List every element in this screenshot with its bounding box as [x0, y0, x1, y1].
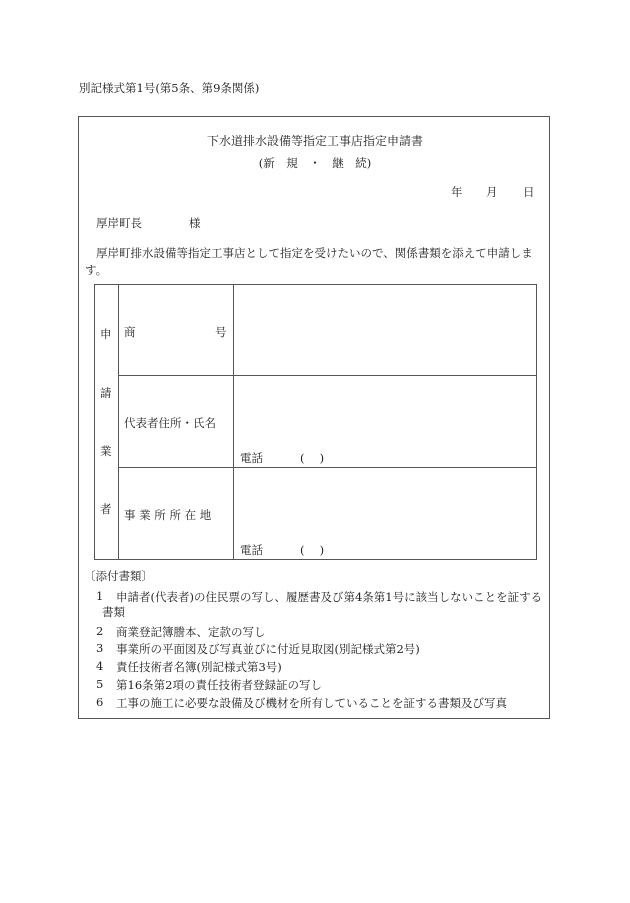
- attachment-item-3: 事業所の平面図及び写真並びに付近見取図(別記様式第2号): [116, 642, 420, 656]
- trade-name-label-end: 号: [215, 325, 227, 339]
- form-reference: 別記様式第1号(第5条、第9条関係): [79, 81, 260, 95]
- addressee-suffix: 様: [189, 216, 201, 230]
- attachment-item-2: 商業登記簿謄本、定款の写し: [116, 625, 266, 639]
- attachment-number: 6: [96, 695, 104, 709]
- applicant-label-char-2: 請: [100, 386, 112, 400]
- representative-phone-field[interactable]: ( ): [300, 451, 325, 465]
- applicant-label-char-1: 申: [100, 327, 112, 341]
- office-location-label: 事 業 所 所 在 地: [124, 508, 212, 522]
- date-month-label: 月: [486, 185, 498, 199]
- attachment-number: 2: [96, 624, 104, 638]
- office-location-field[interactable]: [235, 469, 535, 535]
- attachment-item-1: 申請者(代表者)の住民票の写し、履歴書及び第4条第1号に該当しないことを証する: [116, 590, 543, 604]
- office-phone-label: 電話: [240, 543, 263, 557]
- attachment-number: 5: [96, 677, 104, 691]
- date-year-label: 年: [451, 185, 463, 199]
- trade-name-label-start: 商: [124, 325, 136, 339]
- attachment-item-4: 責任技術者名簿(別記様式第3号): [116, 660, 282, 674]
- form-subtitle: (新 規 ・ 継 続): [258, 156, 372, 170]
- attachment-number: 4: [96, 659, 104, 673]
- body-text-line2: す。: [85, 263, 108, 277]
- representative-phone-label: 電話: [240, 451, 263, 465]
- attachment-item-5: 第16条第2項の責任技術者登録証の写し: [116, 678, 322, 692]
- date-day-label: 日: [523, 185, 535, 199]
- trade-name-field[interactable]: [235, 286, 535, 374]
- attachment-number: 3: [96, 641, 104, 655]
- attachment-item-6: 工事の施工に必要な設備及び機材を所有していることを証する書類及び写真: [116, 696, 507, 710]
- applicant-label-char-4: 者: [100, 502, 112, 516]
- form-title: 下水道排水設備等指定工事店指定申請書: [206, 134, 423, 148]
- representative-label: 代表者住所・氏名: [124, 416, 216, 430]
- attachment-number: 1: [96, 589, 104, 603]
- attachment-item-1-cont: 書類: [102, 605, 125, 619]
- representative-field[interactable]: [235, 377, 535, 443]
- office-phone-field[interactable]: ( ): [300, 543, 325, 557]
- applicant-label-char-3: 業: [100, 444, 112, 458]
- addressee-name: 厚岸町長: [96, 216, 142, 230]
- attachments-heading: 〔添付書類〕: [84, 569, 153, 583]
- body-text-line1: 厚岸町排水設備等指定工事店として指定を受けたいので、関係書類を添えて申請しま: [96, 246, 533, 260]
